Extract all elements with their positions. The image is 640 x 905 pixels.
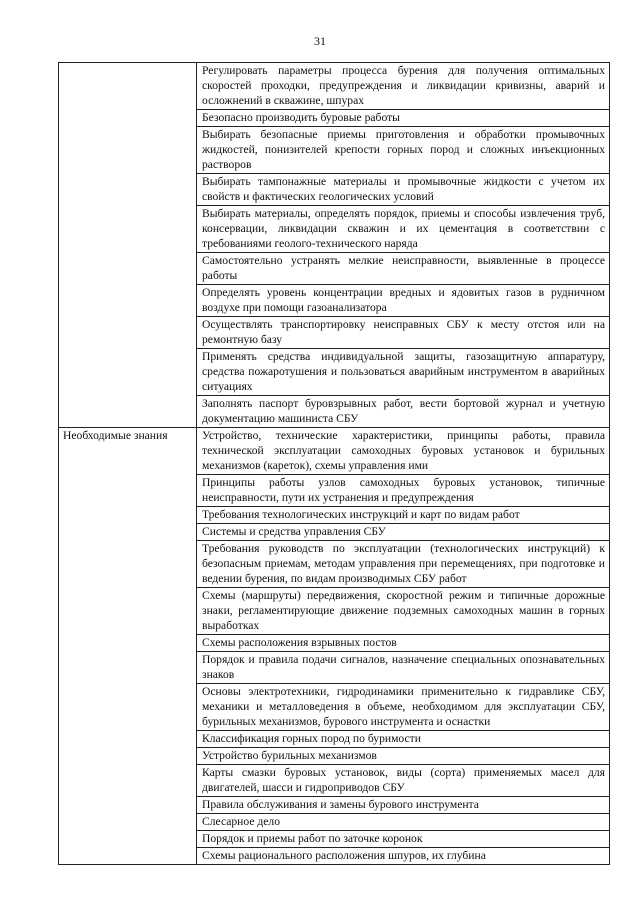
- section-knowledge-item: Системы и средства управления СБУ: [197, 524, 610, 541]
- section-skills-item: Выбирать материалы, определять порядок, приемы и способы извлечения труб, консервации, ликвидации скважин и их цементация в соответствии с требованиями геолого-технического наряда: [197, 206, 610, 253]
- requirements-table: [58, 62, 610, 865]
- section-skills-item: Выбирать безопасные приемы приготовления и обработки промывочных жидкостей, понизителей крепости горных пород и сложных инъекционных растворов: [197, 127, 610, 174]
- page-number: 31: [314, 34, 326, 48]
- section-knowledge-item: Карты смазки буровых установок, виды (сорта) применяемых масел для двигателей, шасси и гидроприводов СБУ: [197, 765, 610, 797]
- section-knowledge-label: Необходимые знания: [59, 428, 197, 865]
- section-knowledge-item: Устройство, технические характеристики, принципы работы, правила технической эксплуатации самоходных буровых установок и бурильных механизмов (кареток), схемы управления ими: [197, 428, 610, 475]
- table-row: [59, 428, 610, 475]
- requirements-table-body: [59, 63, 610, 865]
- section-knowledge-item: Устройство бурильных механизмов: [197, 748, 610, 765]
- section-knowledge-item: Порядок и приемы работ по заточке коронок: [197, 831, 610, 848]
- section-skills-item: Самостоятельно устранять мелкие неисправности, выявленные в процессе работы: [197, 253, 610, 285]
- section-skills-item: Регулировать параметры процесса бурения для получения оптимальных скоростей проходки, предупреждения и ликвидации кривизны, аварий и осложнений в скважине, шпурах: [197, 63, 610, 110]
- section-skills-item: Применять средства индивидуальной защиты, газозащитную аппаратуру, средства пожаротушения и пользоваться аварийным инструментом в аварийных ситуациях: [197, 349, 610, 396]
- section-skills-item: Выбирать тампонажные материалы и промывочные жидкости с учетом их свойств и фактических геологических условий: [197, 174, 610, 206]
- section-knowledge-item: Принципы работы узлов самоходных буровых установок, типичные неисправности, пути их устранения и предупреждения: [197, 475, 610, 507]
- section-knowledge-item: Классификация горных пород по буримости: [197, 731, 610, 748]
- section-knowledge-item: Правила обслуживания и замены бурового инструмента: [197, 797, 610, 814]
- table-row: [59, 63, 610, 110]
- section-skills-item: Определять уровень концентрации вредных и ядовитых газов в рудничном воздухе при помощи газоанализатора: [197, 285, 610, 317]
- section-knowledge-item: Требования технологических инструкций и карт по видам работ: [197, 507, 610, 524]
- section-knowledge-item: Схемы расположения взрывных постов: [197, 635, 610, 652]
- section-knowledge-item: Основы электротехники, гидродинамики применительно к гидравлике СБУ, механики и металловедения в объеме, необходимом для эксплуатации СБУ, бурильных механизмов, бурового инструмента и оснастки: [197, 684, 610, 731]
- section-knowledge-item: Требования руководств по эксплуатации (технологических инструкций) к безопасным приемам, методам управления при перемещениях, при подготовке и ведении бурения, по видам производимых СБУ работ: [197, 541, 610, 588]
- section-skills-item: Заполнять паспорт буровзрывных работ, вести бортовой журнал и учетную документацию машиниста СБУ: [197, 396, 610, 428]
- section-knowledge-item: Слесарное дело: [197, 814, 610, 831]
- section-knowledge-item: Схемы (маршруты) передвижения, скоростной режим и типичные дорожные знаки, регламентирующие движение подземных самоходных машин в горных выработках: [197, 588, 610, 635]
- section-skills-item: Безопасно производить буровые работы: [197, 110, 610, 127]
- section-knowledge-item: Порядок и правила подачи сигналов, назначение специальных опознавательных знаков: [197, 652, 610, 684]
- section-skills-item: Осуществлять транспортировку неисправных СБУ к месту отстоя или на ремонтную базу: [197, 317, 610, 349]
- section-knowledge-item: Схемы рационального расположения шпуров, их глубина: [197, 848, 610, 865]
- section-skills-label: [59, 63, 197, 428]
